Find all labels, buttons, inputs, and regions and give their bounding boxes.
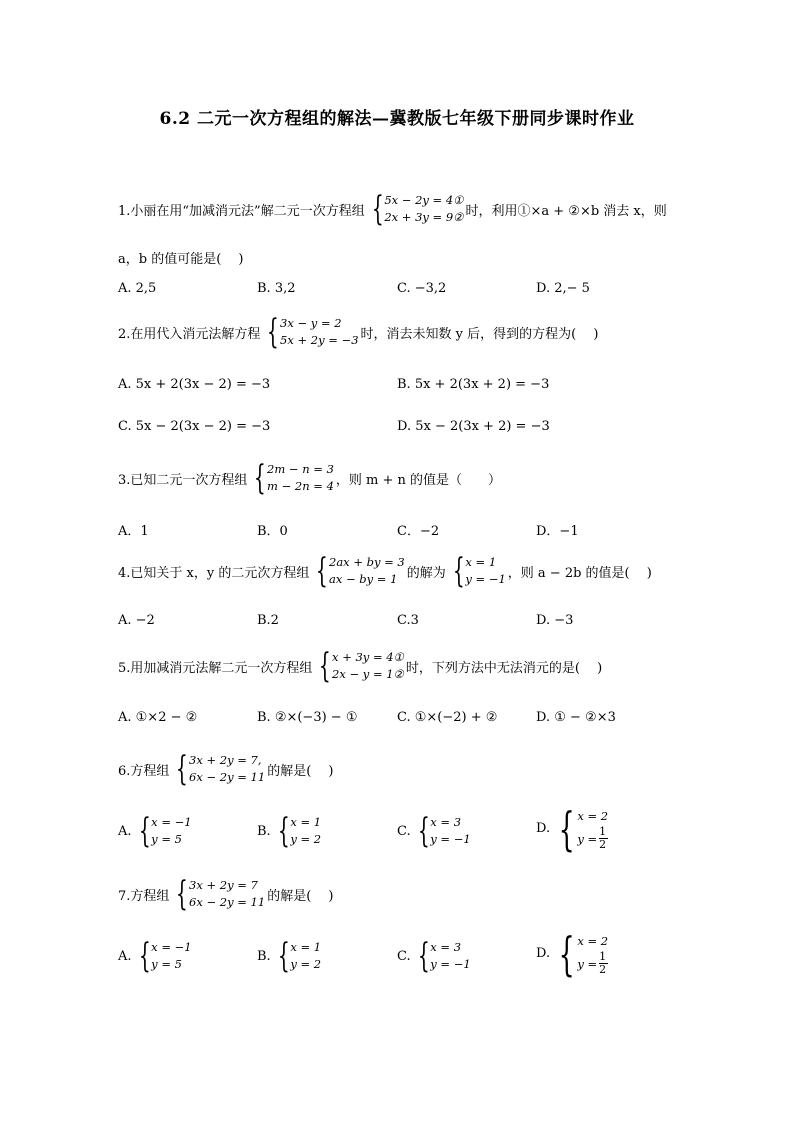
q4-eq1: 2ax + by = 3 [329, 555, 405, 569]
q7-eq2: 6x − 2y = 11 [189, 895, 266, 909]
question-2 [118, 312, 599, 352]
q7-fraction: $\frac{1}{2}$ [599, 950, 607, 976]
q2-option-b[interactable]: B. 5x + 2(3x + 2) = −3 [397, 377, 550, 392]
q4-suffix: ，则 a − 2b 的值是( ) [507, 565, 652, 581]
q6-option-c[interactable]: C. { x = 3 y = −1 [397, 811, 471, 851]
q3-option-c[interactable]: C．−2 [397, 524, 440, 539]
q5-eq1: x + 3y = 4① [332, 650, 404, 664]
q3-suffix: ，则 m + n 的值是（ ） [335, 472, 502, 488]
q7-option-c[interactable]: C. { x = 3 y = −1 [397, 936, 471, 976]
q5-suffix: 时，下列方法中无法消元的是( ) [405, 660, 603, 676]
q6-suffix: 的解是( ) [267, 763, 334, 779]
q2-option-d[interactable]: D. 5x − 2(3x + 2) = −3 [397, 419, 550, 434]
q5-option-d[interactable]: D. ① − ②×3 [536, 710, 616, 725]
q7-option-d[interactable]: D. { x = 2 y = $\frac{1}{2}$ [536, 926, 609, 981]
q1-system: { 5x − 2y = 4① 2x + 3y = 9② [371, 189, 464, 229]
q1-eq2: 2x + 3y = 9② [384, 210, 464, 224]
q2-option-c[interactable]: C. 5x − 2(3x − 2) = −3 [118, 419, 271, 434]
q2-system: { 3x − y = 2 5x + 2y = −3 [267, 312, 359, 352]
q6-prefix: 6.方程组 [118, 763, 170, 779]
question-5 [118, 646, 603, 686]
q5-eq2: 2x − y = 1② [332, 667, 404, 681]
q1-option-d[interactable]: D. 2,− 5 [536, 281, 590, 296]
q5-option-b[interactable]: B. ②×(−3) − ① [257, 710, 358, 725]
question-3 [118, 458, 502, 498]
q3-option-d[interactable]: D．−1 [536, 524, 579, 539]
q6-option-a[interactable]: A. { x = −1 y = 5 [118, 811, 192, 851]
q5-option-a[interactable]: A. ①×2 − ② [118, 710, 198, 725]
q2-option-a[interactable]: A. 5x + 2(3x − 2) = −3 [118, 377, 271, 392]
document-title: 6.2 二元一次方程组的解法—冀教版七年级下册同步课时作业 [159, 109, 635, 129]
q4-sol1: x = 1 [465, 555, 497, 569]
q1-eq1: 5x − 2y = 4① [384, 193, 464, 207]
q3-option-a[interactable]: A．1 [118, 524, 149, 539]
q5-system: { x + 3y = 4① 2x − y = 1② [319, 646, 404, 686]
question-4 [118, 551, 652, 591]
q2-suffix: 时，消去未知数 y 后，得到的方程为( ) [360, 326, 599, 342]
q1-line2: a，b 的值可能是( ) [118, 252, 244, 267]
q4-option-d[interactable]: D. −3 [536, 613, 574, 628]
q7-suffix: 的解是( ) [267, 888, 334, 904]
q4-option-a[interactable]: A. −2 [118, 613, 155, 628]
q6-eq2: 6x − 2y = 11 [189, 770, 266, 784]
q2-prefix: 2.在用代入消元法解方程 [118, 326, 261, 342]
q1-option-a[interactable]: A. 2,5 [118, 281, 157, 296]
q2-eq1: 3x − y = 2 [280, 316, 342, 330]
question-1 [118, 189, 667, 229]
question-7 [118, 874, 334, 914]
q2-eq2: 5x + 2y = −3 [280, 333, 359, 347]
q6-option-d[interactable]: D. { x = 2 y = $\frac{1}{2}$ [536, 801, 609, 856]
q4-option-c[interactable]: C.3 [397, 613, 419, 628]
q6-system: { 3x + 2y = 7, 6x − 2y = 11 [176, 749, 266, 789]
q6-eq1: 3x + 2y = 7, [189, 753, 262, 767]
q1-option-b[interactable]: B. 3,2 [257, 281, 296, 296]
q1-prefix: 1.小丽在用“加减消元法”解二元一次方程组 [118, 203, 365, 219]
q4-solution: { x = 1 y = −1 [452, 551, 506, 591]
q3-system: { 2m − n = 3 m − 2n = 4 [254, 458, 334, 498]
q3-option-b[interactable]: B．0 [257, 524, 288, 539]
q3-eq1: 2m − n = 3 [267, 462, 334, 476]
q1-option-c[interactable]: C. −3,2 [397, 281, 447, 296]
q4-sol2: y = −1 [465, 572, 506, 586]
q7-eq1: 3x + 2y = 7 [189, 878, 258, 892]
q3-prefix: 3.已知二元一次方程组 [118, 472, 248, 488]
q4-prefix: 4.已知关于 x，y 的二元次方程组 [118, 565, 310, 581]
q6-fraction: $\frac{1}{2}$ [599, 825, 607, 851]
q4-mid: 的解为 [406, 565, 446, 581]
q5-prefix: 5.用加减消元法解二元一次方程组 [118, 660, 313, 676]
q7-option-a[interactable]: A. { x = −1 y = 5 [118, 936, 192, 976]
q3-eq2: m − 2n = 4 [267, 479, 334, 493]
q7-prefix: 7.方程组 [118, 888, 170, 904]
q5-option-c[interactable]: C. ①×(−2) + ② [397, 710, 498, 725]
q7-system: { 3x + 2y = 7 6x − 2y = 11 [176, 874, 266, 914]
q7-option-b[interactable]: B. { x = 1 y = 2 [257, 936, 322, 976]
q4-option-b[interactable]: B.2 [257, 613, 279, 628]
question-6 [118, 749, 334, 789]
q1-suffix: 时，利用①×a + ②×b 消去 x，则 [465, 203, 667, 219]
q6-option-b[interactable]: B. { x = 1 y = 2 [257, 811, 322, 851]
q4-system: { 2ax + by = 3 ax − by = 1 [316, 551, 405, 591]
q4-eq2: ax − by = 1 [329, 572, 398, 586]
